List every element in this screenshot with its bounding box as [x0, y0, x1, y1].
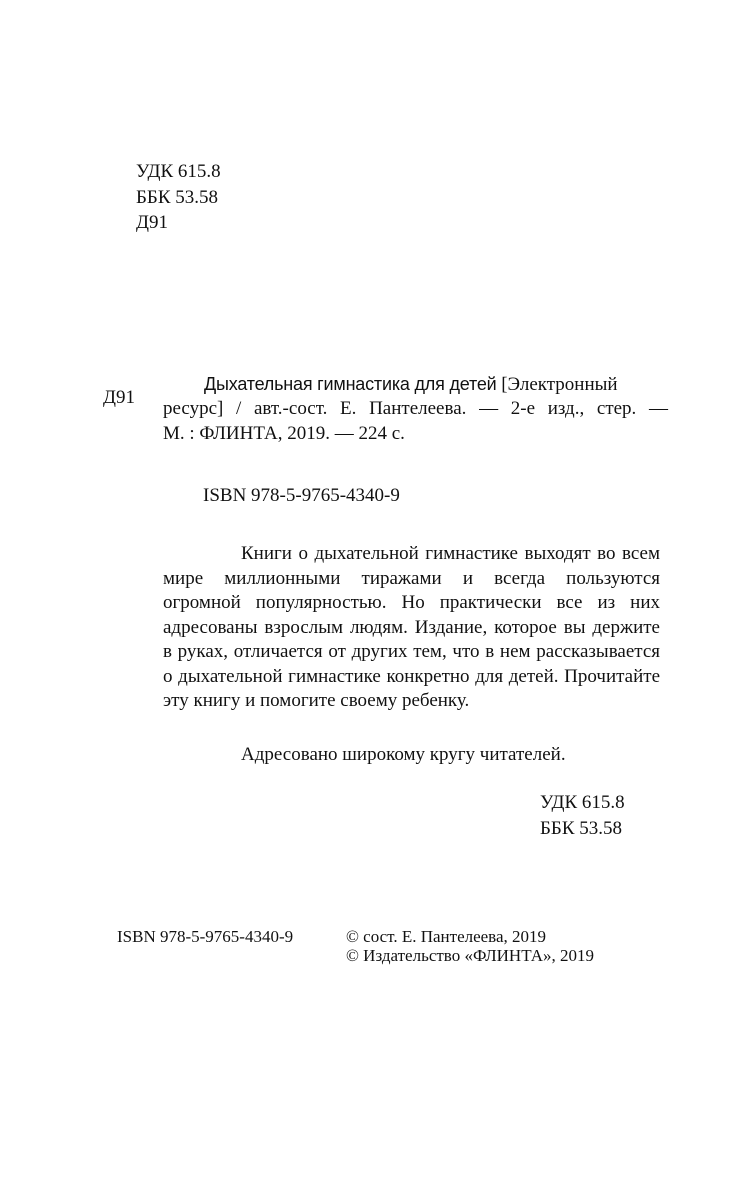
bibliographic-line-2: ресурс] / авт.-сост. Е. Пантелеева. — 2-е изд., стер. — — [163, 398, 668, 419]
author-mark-side: Д91 — [103, 387, 135, 408]
annotation-audience: Адресовано широкому кругу читателей. — [241, 744, 566, 765]
bibliographic-line-3: М. : ФЛИНТА, 2019. — 224 с. — [163, 423, 405, 444]
isbn: ISBN 978-5-9765-4340-9 — [203, 485, 400, 506]
udk-code-bottom: УДК 615.8 — [540, 792, 625, 813]
resource-type: [Электронный — [496, 374, 618, 395]
isbn-footer: ISBN 978-5-9765-4340-9 — [117, 927, 294, 946]
bbk-code: ББК 53.58 — [136, 187, 218, 208]
copyright-author: © сост. Е. Пантелеева, 2019 — [346, 927, 547, 946]
bibliographic-line-1 — [204, 372, 618, 397]
copyright-publisher: © Издательство «ФЛИНТА», 2019 — [346, 946, 595, 965]
udk-code: УДК 615.8 — [136, 161, 221, 182]
author-mark: Д91 — [136, 212, 168, 233]
book-title: Дыхательная гимнастика для детей — [204, 374, 497, 394]
bbk-code-bottom: ББК 53.58 — [540, 818, 622, 839]
annotation-paragraph: Книги о дыхательной гимнастике выходят во всем мире миллионными тиражами и всегда пользуются огромной популярностью. Но практически все из них адресованы взрослым людям. Издание, которое вы держите в руках, отличается от других тем, что в нем рассказывается о дыхательной гимнастике конкретно для детей. Прочитайте эту книгу и помогите своему ребенку. — [163, 543, 660, 711]
